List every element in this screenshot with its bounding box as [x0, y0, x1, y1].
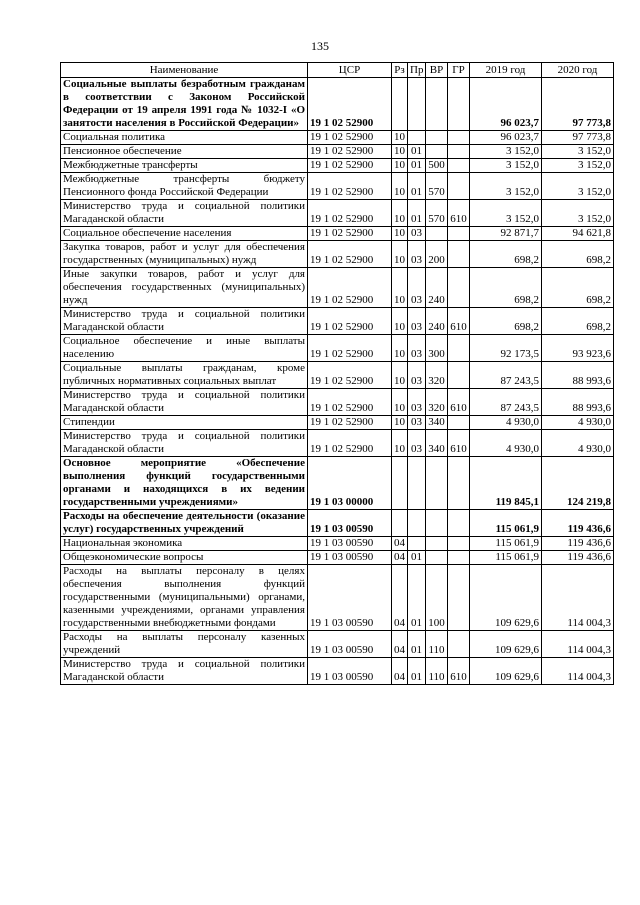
row-pr: 03: [408, 268, 426, 308]
row-2020: 4 930,0: [542, 430, 614, 457]
header-rz: Рз: [392, 63, 408, 78]
row-name: Министерство труда и социальной политики Магаданской области: [61, 658, 308, 685]
row-gr: [448, 78, 470, 131]
row-pr: 01: [408, 200, 426, 227]
row-csr: 19 1 02 52900: [308, 362, 392, 389]
row-vr: [426, 457, 448, 510]
header-2019: 2019 год: [470, 63, 542, 78]
row-csr: 19 1 02 52900: [308, 145, 392, 159]
row-2019: 115 061,9: [470, 510, 542, 537]
table-body: [61, 78, 614, 685]
header-2020: 2020 год: [542, 63, 614, 78]
row-csr: 19 1 02 52900: [308, 416, 392, 430]
row-vr: 110: [426, 631, 448, 658]
row-vr: 570: [426, 200, 448, 227]
row-pr: [408, 457, 426, 510]
row-2020: 3 152,0: [542, 200, 614, 227]
table-row: [61, 430, 614, 457]
row-2019: 698,2: [470, 241, 542, 268]
row-2020: 4 930,0: [542, 416, 614, 430]
row-vr: 300: [426, 335, 448, 362]
row-pr: 01: [408, 159, 426, 173]
row-gr: [448, 631, 470, 658]
row-vr: 240: [426, 308, 448, 335]
row-gr: [448, 145, 470, 159]
row-gr: [448, 457, 470, 510]
row-gr: [448, 268, 470, 308]
table-row: [61, 78, 614, 131]
table-row: [61, 335, 614, 362]
row-pr: 03: [408, 389, 426, 416]
row-vr: 340: [426, 416, 448, 430]
header-row: [61, 63, 614, 78]
row-gr: [448, 551, 470, 565]
row-2019: 109 629,6: [470, 631, 542, 658]
row-2020: 114 004,3: [542, 658, 614, 685]
table-row: [61, 159, 614, 173]
row-csr: 19 1 03 00590: [308, 565, 392, 631]
row-csr: 19 1 02 52900: [308, 78, 392, 131]
table-row: [61, 173, 614, 200]
row-2019: 109 629,6: [470, 658, 542, 685]
row-csr: 19 1 03 00000: [308, 457, 392, 510]
row-vr: 340: [426, 430, 448, 457]
row-2020: 97 773,8: [542, 131, 614, 145]
row-vr: 570: [426, 173, 448, 200]
row-pr: [408, 510, 426, 537]
row-vr: [426, 78, 448, 131]
table-row: [61, 389, 614, 416]
row-gr: [448, 335, 470, 362]
row-2019: 115 061,9: [470, 551, 542, 565]
row-name: Межбюджетные трансферты бюджету Пенсионного фонда Российской Федерации: [61, 173, 308, 200]
row-gr: [448, 159, 470, 173]
table-row: [61, 145, 614, 159]
table-row: [61, 658, 614, 685]
row-name: Министерство труда и социальной политики Магаданской области: [61, 200, 308, 227]
row-rz: 10: [392, 173, 408, 200]
row-pr: 03: [408, 308, 426, 335]
row-pr: 03: [408, 362, 426, 389]
row-name: Социальные выплаты безработным гражданам в соответствии с Законом Российской Федерации от 19 апреля 1991 года № 1032-I «О занятости населения в Российской Федерации»: [61, 78, 308, 131]
row-rz: 10: [392, 145, 408, 159]
row-rz: 10: [392, 308, 408, 335]
row-csr: 19 1 02 52900: [308, 159, 392, 173]
row-name: Социальное обеспечение и иные выплаты населению: [61, 335, 308, 362]
row-rz: 10: [392, 227, 408, 241]
row-2020: 119 436,6: [542, 537, 614, 551]
row-gr: [448, 131, 470, 145]
row-vr: 320: [426, 362, 448, 389]
table-row: [61, 268, 614, 308]
row-gr: [448, 241, 470, 268]
row-rz: 10: [392, 416, 408, 430]
header-vr: ВР: [426, 63, 448, 78]
row-rz: 10: [392, 241, 408, 268]
row-rz: [392, 510, 408, 537]
table-row: [61, 631, 614, 658]
table-row: [61, 131, 614, 145]
row-2019: 96 023,7: [470, 131, 542, 145]
row-2020: 94 621,8: [542, 227, 614, 241]
row-2019: 3 152,0: [470, 159, 542, 173]
row-name: Социальное обеспечение населения: [61, 227, 308, 241]
row-rz: 04: [392, 658, 408, 685]
row-2020: 124 219,8: [542, 457, 614, 510]
row-name: Расходы на обеспечение деятельности (оказание услуг) государственных учреждений: [61, 510, 308, 537]
row-rz: 04: [392, 537, 408, 551]
row-2020: 698,2: [542, 308, 614, 335]
row-gr: [448, 565, 470, 631]
row-2019: 3 152,0: [470, 145, 542, 159]
row-gr: [448, 227, 470, 241]
table-row: [61, 416, 614, 430]
row-name: Расходы на выплаты персоналу казенных учреждений: [61, 631, 308, 658]
row-gr: 610: [448, 389, 470, 416]
row-name: Стипендии: [61, 416, 308, 430]
row-pr: 01: [408, 173, 426, 200]
row-vr: [426, 537, 448, 551]
row-gr: [448, 362, 470, 389]
row-2019: 92 871,7: [470, 227, 542, 241]
row-rz: 10: [392, 159, 408, 173]
row-gr: 610: [448, 308, 470, 335]
row-csr: 19 1 02 52900: [308, 173, 392, 200]
row-2020: 119 436,6: [542, 510, 614, 537]
row-2020: 88 993,6: [542, 362, 614, 389]
row-2019: 4 930,0: [470, 430, 542, 457]
row-2019: 92 173,5: [470, 335, 542, 362]
row-gr: [448, 416, 470, 430]
row-vr: [426, 227, 448, 241]
row-2020: 3 152,0: [542, 145, 614, 159]
row-2020: 97 773,8: [542, 78, 614, 131]
row-pr: [408, 537, 426, 551]
row-csr: 19 1 03 00590: [308, 658, 392, 685]
row-name: Пенсионное обеспечение: [61, 145, 308, 159]
budget-table: [60, 62, 614, 685]
row-vr: 240: [426, 268, 448, 308]
row-2019: 119 845,1: [470, 457, 542, 510]
row-rz: 04: [392, 631, 408, 658]
row-name: Расходы на выплаты персоналу в целях обеспечения выполнения функций государственными (муниципальными) органами, казенными учреждениями, органами управления государственными внебюджетными фондами: [61, 565, 308, 631]
table-row: [61, 241, 614, 268]
header-pr: Пр: [408, 63, 426, 78]
row-gr: [448, 173, 470, 200]
row-vr: [426, 510, 448, 537]
row-pr: [408, 131, 426, 145]
row-2020: 93 923,6: [542, 335, 614, 362]
row-rz: 04: [392, 565, 408, 631]
header-name: Наименование: [61, 63, 308, 78]
row-csr: 19 1 02 52900: [308, 131, 392, 145]
row-pr: 03: [408, 227, 426, 241]
row-pr: 01: [408, 145, 426, 159]
row-name: Министерство труда и социальной политики Магаданской области: [61, 308, 308, 335]
row-name: Социальная политика: [61, 131, 308, 145]
row-gr: [448, 510, 470, 537]
row-2020: 3 152,0: [542, 173, 614, 200]
row-2019: 87 243,5: [470, 362, 542, 389]
row-name: Национальная экономика: [61, 537, 308, 551]
row-csr: 19 1 03 00590: [308, 537, 392, 551]
row-2019: 96 023,7: [470, 78, 542, 131]
row-csr: 19 1 02 52900: [308, 430, 392, 457]
row-csr: 19 1 03 00590: [308, 631, 392, 658]
row-gr: 610: [448, 200, 470, 227]
row-vr: [426, 551, 448, 565]
row-2019: 3 152,0: [470, 200, 542, 227]
table-row: [61, 510, 614, 537]
row-name: Социальные выплаты гражданам, кроме публичных нормативных социальных выплат: [61, 362, 308, 389]
row-pr: 03: [408, 335, 426, 362]
row-csr: 19 1 02 52900: [308, 268, 392, 308]
row-rz: [392, 78, 408, 131]
row-2020: 114 004,3: [542, 631, 614, 658]
table-row: [61, 537, 614, 551]
row-name: Иные закупки товаров, работ и услуг для обеспечения государственных (муниципальных) нужд: [61, 268, 308, 308]
row-rz: 10: [392, 430, 408, 457]
row-2019: 109 629,6: [470, 565, 542, 631]
row-name: Министерство труда и социальной политики Магаданской области: [61, 430, 308, 457]
page-number: 135: [311, 39, 329, 53]
row-2019: 4 930,0: [470, 416, 542, 430]
row-rz: 10: [392, 335, 408, 362]
row-rz: 10: [392, 268, 408, 308]
row-pr: 01: [408, 631, 426, 658]
row-name: Общеэкономические вопросы: [61, 551, 308, 565]
row-pr: 03: [408, 430, 426, 457]
row-rz: 10: [392, 200, 408, 227]
header-csr: ЦСР: [308, 63, 392, 78]
row-pr: 03: [408, 416, 426, 430]
row-gr: [448, 537, 470, 551]
row-2020: 88 993,6: [542, 389, 614, 416]
row-vr: [426, 145, 448, 159]
row-2019: 87 243,5: [470, 389, 542, 416]
row-vr: 100: [426, 565, 448, 631]
row-2020: 698,2: [542, 241, 614, 268]
row-2019: 3 152,0: [470, 173, 542, 200]
row-2020: 698,2: [542, 268, 614, 308]
row-2020: 119 436,6: [542, 551, 614, 565]
table-row: [61, 565, 614, 631]
row-rz: 10: [392, 131, 408, 145]
row-vr: [426, 131, 448, 145]
row-csr: 19 1 03 00590: [308, 510, 392, 537]
row-pr: 01: [408, 565, 426, 631]
row-rz: 10: [392, 362, 408, 389]
row-pr: [408, 78, 426, 131]
row-csr: 19 1 02 52900: [308, 389, 392, 416]
row-name: Закупка товаров, работ и услуг для обеспечения государственных (муниципальных) нужд: [61, 241, 308, 268]
row-name: Межбюджетные трансферты: [61, 159, 308, 173]
table-row: [61, 457, 614, 510]
row-pr: 03: [408, 241, 426, 268]
row-2019: 115 061,9: [470, 537, 542, 551]
table-row: [61, 227, 614, 241]
header-gr: ГР: [448, 63, 470, 78]
row-2020: 3 152,0: [542, 159, 614, 173]
row-csr: 19 1 02 52900: [308, 308, 392, 335]
row-2019: 698,2: [470, 268, 542, 308]
row-rz: 04: [392, 551, 408, 565]
row-gr: 610: [448, 658, 470, 685]
row-vr: 500: [426, 159, 448, 173]
row-name: Министерство труда и социальной политики Магаданской области: [61, 389, 308, 416]
row-csr: 19 1 02 52900: [308, 200, 392, 227]
row-rz: [392, 457, 408, 510]
row-pr: 01: [408, 658, 426, 685]
row-vr: 200: [426, 241, 448, 268]
row-csr: 19 1 02 52900: [308, 335, 392, 362]
row-name: Основное мероприятие «Обеспечение выполнения функций государственными органами и находящихся в их ведении государственными учреждениями»: [61, 457, 308, 510]
table-row: [61, 308, 614, 335]
table-row: [61, 551, 614, 565]
row-vr: 110: [426, 658, 448, 685]
row-pr: 01: [408, 551, 426, 565]
table-row: [61, 362, 614, 389]
row-csr: 19 1 02 52900: [308, 241, 392, 268]
row-rz: 10: [392, 389, 408, 416]
row-vr: 320: [426, 389, 448, 416]
table-row: [61, 200, 614, 227]
row-2020: 114 004,3: [542, 565, 614, 631]
row-csr: 19 1 02 52900: [308, 227, 392, 241]
row-csr: 19 1 03 00590: [308, 551, 392, 565]
row-gr: 610: [448, 430, 470, 457]
row-2019: 698,2: [470, 308, 542, 335]
